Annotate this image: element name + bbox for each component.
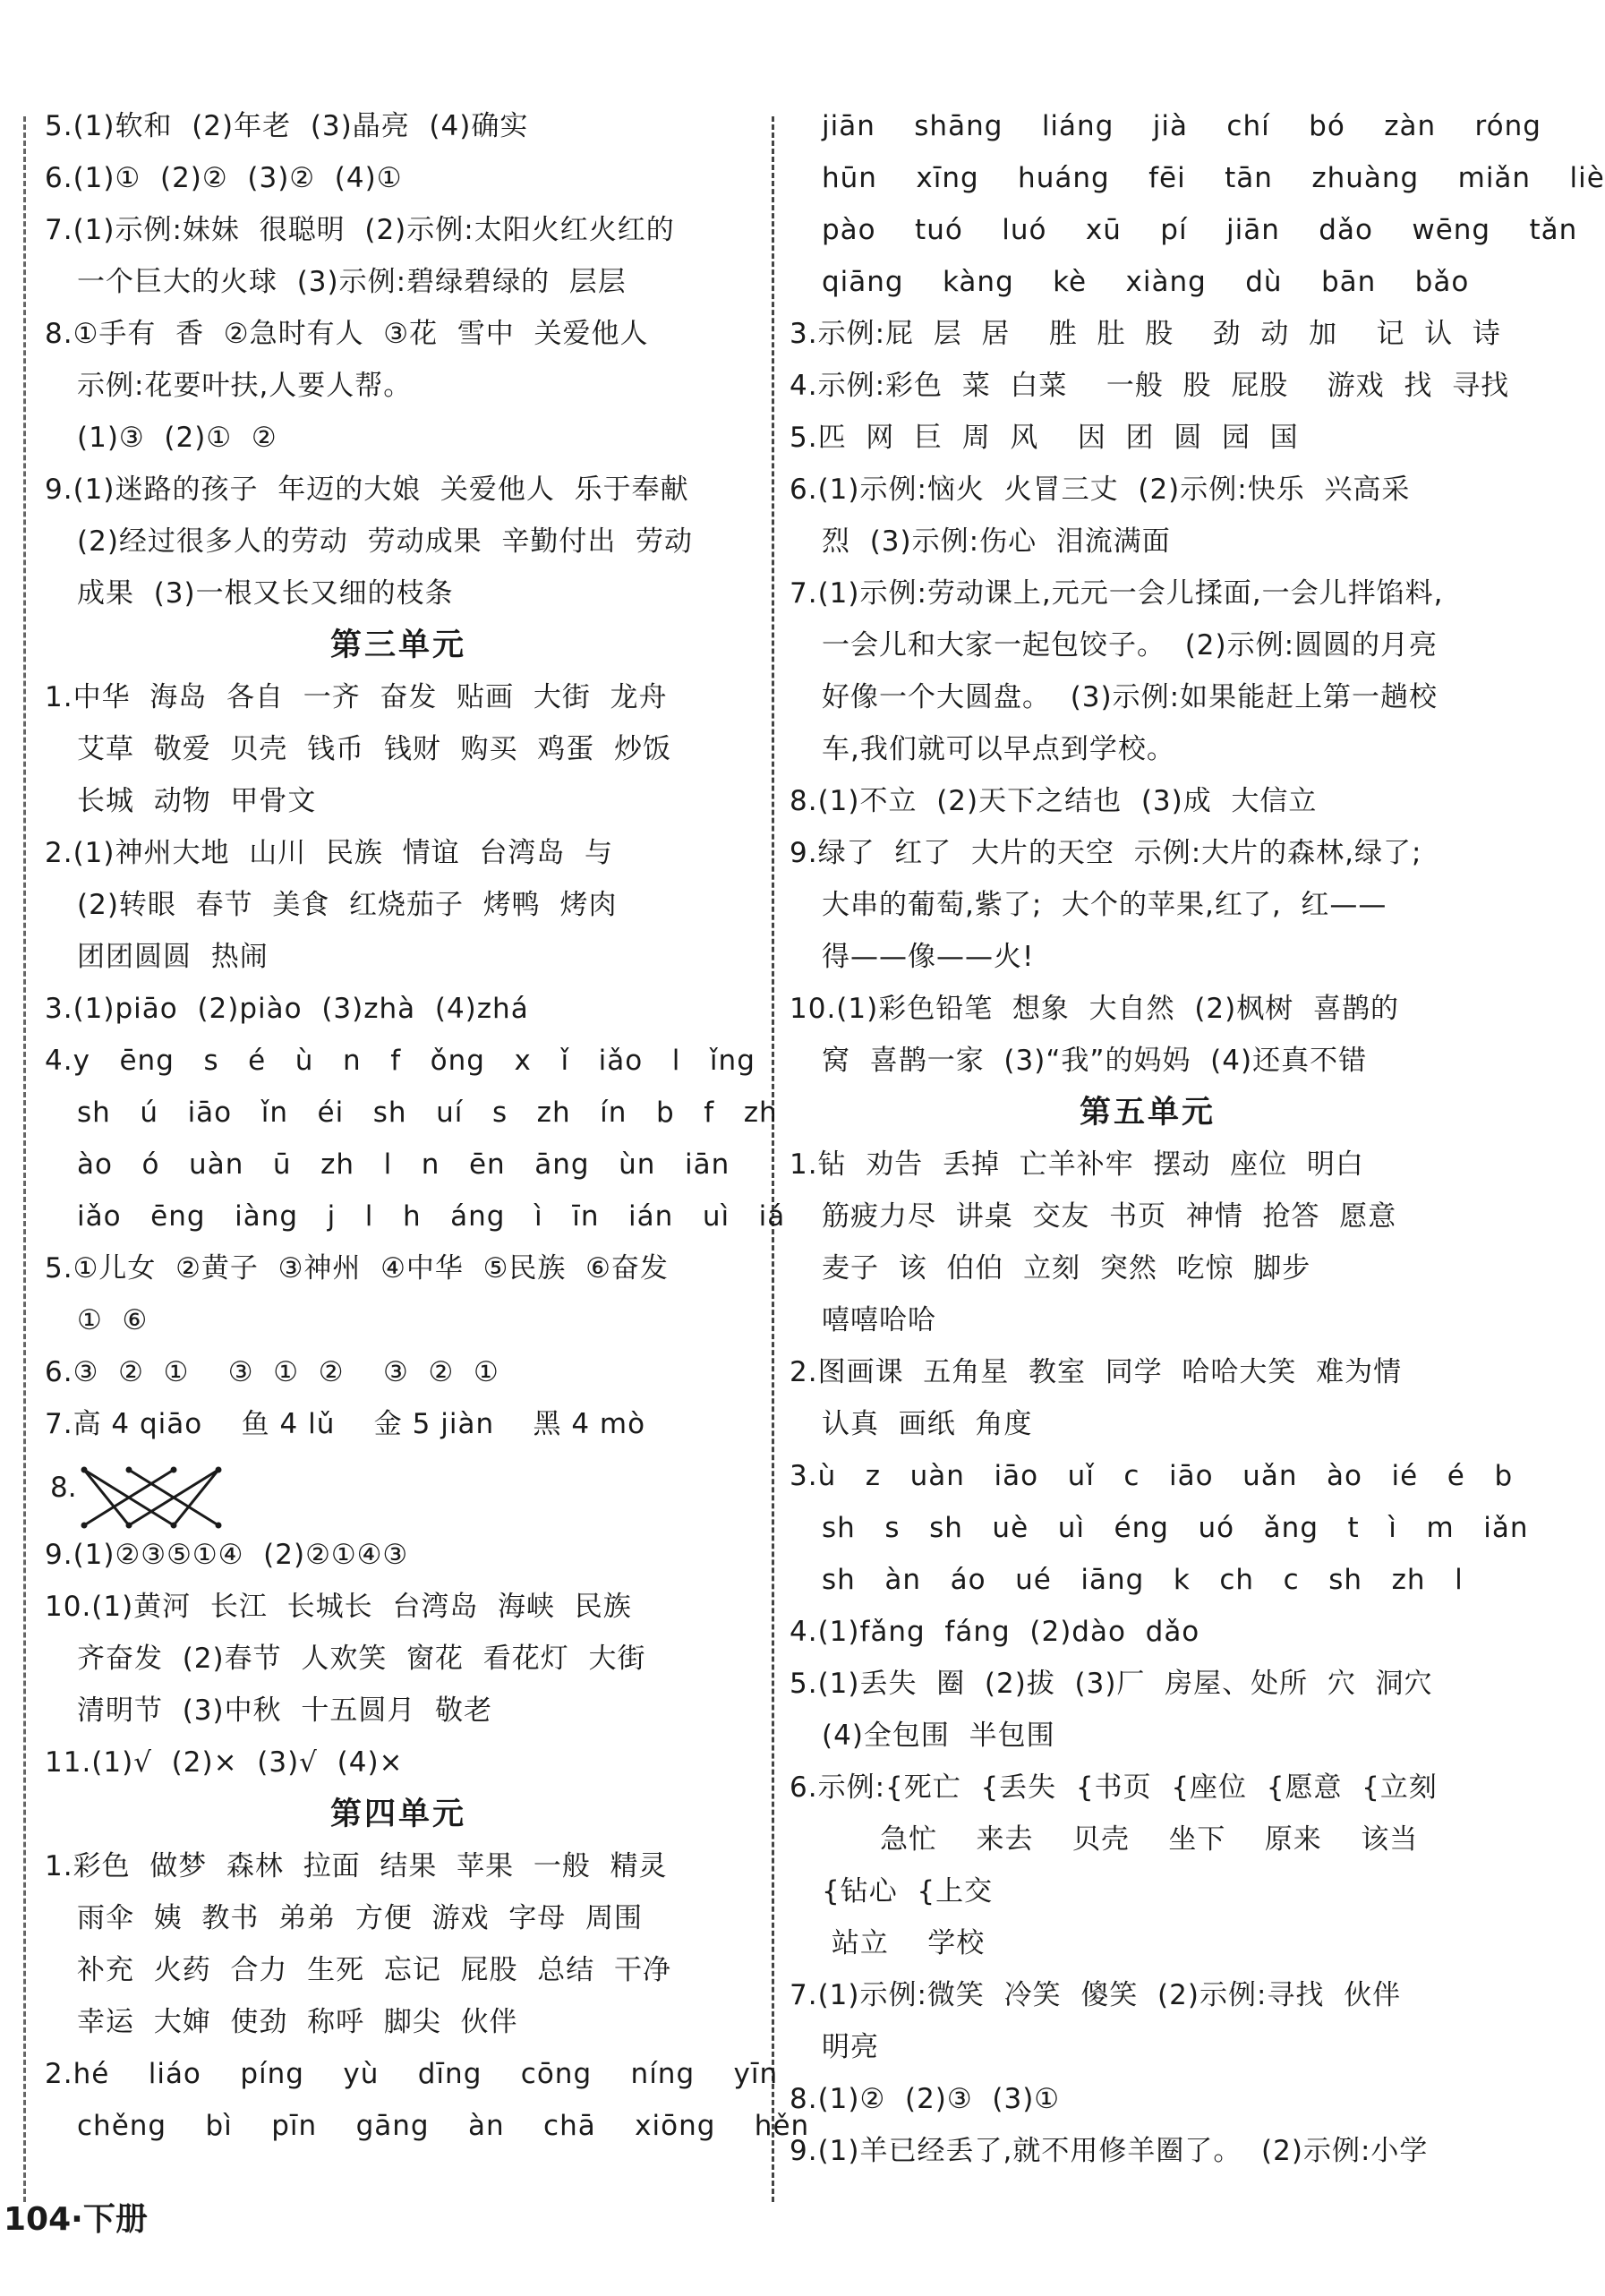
right-answer-line: (4)全包围 半包围 xyxy=(822,1720,1055,1752)
right-answer-line: 7.(1)示例:劳动课上,元元一会儿揉面,一会儿拌馅料, xyxy=(790,577,1444,610)
left-answer-line: 成果 (3)一根又长又细的枝条 xyxy=(77,577,454,610)
match-dot xyxy=(126,1467,132,1473)
left-answer-line: (2)转眼 春节 美食 红烧茄子 烤鸭 烤肉 xyxy=(77,889,618,921)
right-answer-line: 7.(1)示例:微笑 冷笑 傻笑 (2)示例:寻找 伙伴 xyxy=(790,1979,1402,2011)
left-answer-line: 7.(1)示例:妹妹 很聪明 (2)示例:太阳火红火红的 xyxy=(45,214,675,246)
matching-lines-diagram xyxy=(45,1450,752,1529)
left-answer-line: 1.彩色 做梦 森林 拉面 结果 苹果 一般 精灵 xyxy=(45,1850,668,1882)
right-answer-line: 8.(1)不立 (2)天下之结也 (3)成 大信立 xyxy=(790,785,1318,817)
right-answer-line: 明亮 xyxy=(822,2031,879,2063)
right-answer-line: 4.示例:彩色 菜 白菜 一般 股 屁股 游戏 找 寻找 xyxy=(790,370,1510,402)
left-answer-line: (2)经过很多人的劳动 劳动成果 辛勤付出 劳动 xyxy=(77,525,694,558)
right-answer-line: sh àn áo ué iāng k ch c sh zh l xyxy=(822,1564,1464,1596)
right-answer-line: pào tuó luó xū pí jiān dǎo wēng tǎn xyxy=(822,214,1578,246)
right-answer-line: 4.(1)fǎng fáng (2)dào dǎo xyxy=(790,1616,1200,1648)
left-answer-line: sh ú iāo ǐn éi sh uí s zh ín b f zh xyxy=(77,1097,778,1129)
right-answer-line: 5.(1)丢失 圈 (2)拔 (3)厂 房屋、处所 穴 洞穴 xyxy=(790,1668,1433,1700)
right-answer-line: 3.ù z uàn iāo uǐ c iāo uǎn ào ié é b xyxy=(790,1460,1514,1492)
right-answer-line: 大串的葡萄,紫了; 大个的苹果,红了, 红—— xyxy=(822,889,1387,921)
section-heading: 第五单元 xyxy=(1079,1095,1216,1131)
left-answer-line: iǎo ēng iàng j l h áng ì īn ián uì iá xyxy=(77,1200,786,1233)
right-answer-line: 得——像——火! xyxy=(822,941,1035,973)
right-answer-line: 一会儿和大家一起包饺子。 (2)示例:圆圆的月亮 xyxy=(822,629,1439,661)
left-answer-line: chěng bì pīn gāng àn chā xiōng hěn xyxy=(77,2110,810,2142)
match-dot xyxy=(171,1523,177,1529)
right-answer-line: jiān shāng liáng jià chí bó zàn róng xyxy=(822,110,1541,142)
match-dot xyxy=(81,1523,88,1529)
left-answer-line: 团团圆圆 热闹 xyxy=(77,941,269,973)
column-divider xyxy=(772,116,774,2202)
right-answer-line: 嘻嘻哈哈 xyxy=(822,1304,936,1336)
match-dot xyxy=(216,1467,222,1473)
match-dot xyxy=(171,1467,177,1473)
diagram-label: 8. xyxy=(50,1472,77,1504)
left-column xyxy=(45,100,810,2152)
right-answer-line: 9.(1)羊已经丢了,就不用修羊圈了。 (2)示例:小学 xyxy=(790,2135,1429,2167)
match-line xyxy=(84,1470,129,1525)
left-answer-line: 6.③ ② ① ③ ① ② ③ ② ① xyxy=(45,1356,499,1388)
match-dot xyxy=(216,1523,222,1529)
left-answer-line: (1)③ (2)① ② xyxy=(77,422,277,454)
left-answer-line: 5.①儿女 ②黄子 ③神州 ④中华 ⑤民族 ⑥奋发 xyxy=(45,1252,669,1285)
left-answer-line: 清明节 (3)中秋 十五圆月 敬老 xyxy=(77,1694,493,1727)
right-answer-line: 好像一个大圆盘。 (3)示例:如果能赶上第一趟校 xyxy=(822,681,1439,713)
right-column xyxy=(790,100,1605,2177)
left-answer-line: 6.(1)① (2)② (3)② (4)① xyxy=(45,162,403,194)
left-answer-line: 2.hé liáo píng yù dīng cōng níng yīn xyxy=(45,2058,779,2090)
left-answer-line: 5.(1)软和 (2)年老 (3)晶亮 (4)确实 xyxy=(45,110,529,142)
right-answer-line: 急忙 来去 贝壳 坐下 原来 该当 xyxy=(822,1823,1419,1856)
right-answer-line: 车,我们就可以早点到学校。 xyxy=(822,733,1175,765)
left-answer-line: 2.(1)神州大地 山川 民族 情谊 台湾岛 与 xyxy=(45,837,614,869)
left-answer-line: ① ⑥ xyxy=(77,1304,149,1336)
left-answer-line: ào ó uàn ū zh l n ēn āng ùn iān xyxy=(77,1148,730,1181)
right-answer-line: 10.(1)彩色铅笔 想象 大自然 (2)枫树 喜鹊的 xyxy=(790,993,1399,1025)
match-line xyxy=(174,1470,218,1525)
right-answer-line: 1.钻 劝告 丢掉 亡羊补牢 摆动 座位 明白 xyxy=(790,1148,1364,1181)
right-answer-line: {钻心 {上交 xyxy=(822,1875,994,1908)
section-heading: 第四单元 xyxy=(329,1797,466,1832)
right-answer-line: hūn xīng huáng fēi tān zhuàng miǎn liè xyxy=(822,162,1605,194)
crossing-lines-icon xyxy=(75,1463,281,1529)
left-answer-line: 幸运 大婶 使劲 称呼 脚尖 伙伴 xyxy=(77,2006,518,2038)
left-answer-line: 齐奋发 (2)春节 人欢笑 窗花 看花灯 大街 xyxy=(77,1643,646,1675)
left-answer-line: 1.中华 海岛 各自 一齐 奋发 贴画 大街 龙舟 xyxy=(45,681,668,713)
left-answer-line: 示例:花要叶扶,人要人帮。 xyxy=(77,370,413,402)
match-dot xyxy=(126,1523,132,1529)
section-heading: 第三单元 xyxy=(329,627,466,663)
right-answer-line: 2.图画课 五角星 教室 同学 哈哈大笑 难为情 xyxy=(790,1356,1403,1388)
page-footer: 104·下册 xyxy=(4,2201,148,2238)
right-answer-line: qiāng kàng kè xiàng dù bān bǎo xyxy=(822,266,1470,298)
left-answer-line: 9.(1)②③⑤①④ (2)②①④③ xyxy=(45,1539,409,1571)
right-answer-line: 6.(1)示例:恼火 火冒三丈 (2)示例:快乐 兴高采 xyxy=(790,474,1411,506)
match-dot xyxy=(81,1467,88,1473)
left-answer-line: 11.(1)√ (2)× (3)√ (4)× xyxy=(45,1746,404,1779)
left-answer-line: 8.①手有 香 ②急时有人 ③花 雪中 关爱他人 xyxy=(45,318,649,350)
left-answer-line: 雨伞 姨 教书 弟弟 方便 游戏 字母 周围 xyxy=(77,1902,643,1934)
left-answer-line: 9.(1)迷路的孩子 年迈的大娘 关爱他人 乐于奉献 xyxy=(45,474,689,506)
right-answer-line: 筋疲力尽 讲桌 交友 书页 神情 抢答 愿意 xyxy=(822,1200,1397,1233)
left-answer-line: 补充 火药 合力 生死 忘记 屁股 总结 干净 xyxy=(77,1954,671,1986)
right-answer-line: 5.匹 网 巨 周 风 因 团 圆 园 国 xyxy=(790,422,1299,454)
right-answer-line: 麦子 该 伯伯 立刻 突然 吃惊 脚步 xyxy=(822,1252,1311,1285)
right-answer-line: 认真 画纸 角度 xyxy=(822,1408,1033,1440)
right-answer-line: 3.示例:屁 层 居 胜 肚 股 劲 动 加 记 认 诗 xyxy=(790,318,1501,350)
right-answer-line: 6.示例:{死亡 {丢失 {书页 {座位 {愿意 {立刻 xyxy=(790,1771,1438,1804)
left-answer-line: 长城 动物 甲骨文 xyxy=(77,785,317,817)
right-answer-line: 8.(1)② (2)③ (3)① xyxy=(790,2083,1061,2115)
left-answer-line: 一个巨大的火球 (3)示例:碧绿碧绿的 层层 xyxy=(77,266,627,298)
left-margin-dashed-line xyxy=(23,116,26,2202)
left-answer-line: 7.高 4 qiāo 鱼 4 lǔ 金 5 jiàn 黑 4 mò xyxy=(45,1408,646,1440)
right-answer-line: 烈 (3)示例:伤心 泪流满面 xyxy=(822,525,1171,558)
left-answer-line: 10.(1)黄河 长江 长城长 台湾岛 海峡 民族 xyxy=(45,1591,632,1623)
right-answer-line: 9.绿了 红了 大片的天空 示例:大片的森林,绿了; xyxy=(790,837,1422,869)
left-answer-line: 艾草 敬爱 贝壳 钱币 钱财 购买 鸡蛋 炒饭 xyxy=(77,733,671,765)
left-answer-line: 4.y ēng s é ù n f ǒng x ǐ iǎo l ǐng xyxy=(45,1045,756,1077)
right-answer-line: 站立 学校 xyxy=(822,1927,986,1959)
right-answer-line: 窝 喜鹊一家 (3)“我”的妈妈 (4)还真不错 xyxy=(822,1045,1368,1077)
right-answer-line: sh s sh uè uì éng uó ǎng t ì m iǎn xyxy=(822,1512,1529,1544)
left-answer-line: 3.(1)piāo (2)piào (3)zhà (4)zhá xyxy=(45,993,529,1025)
